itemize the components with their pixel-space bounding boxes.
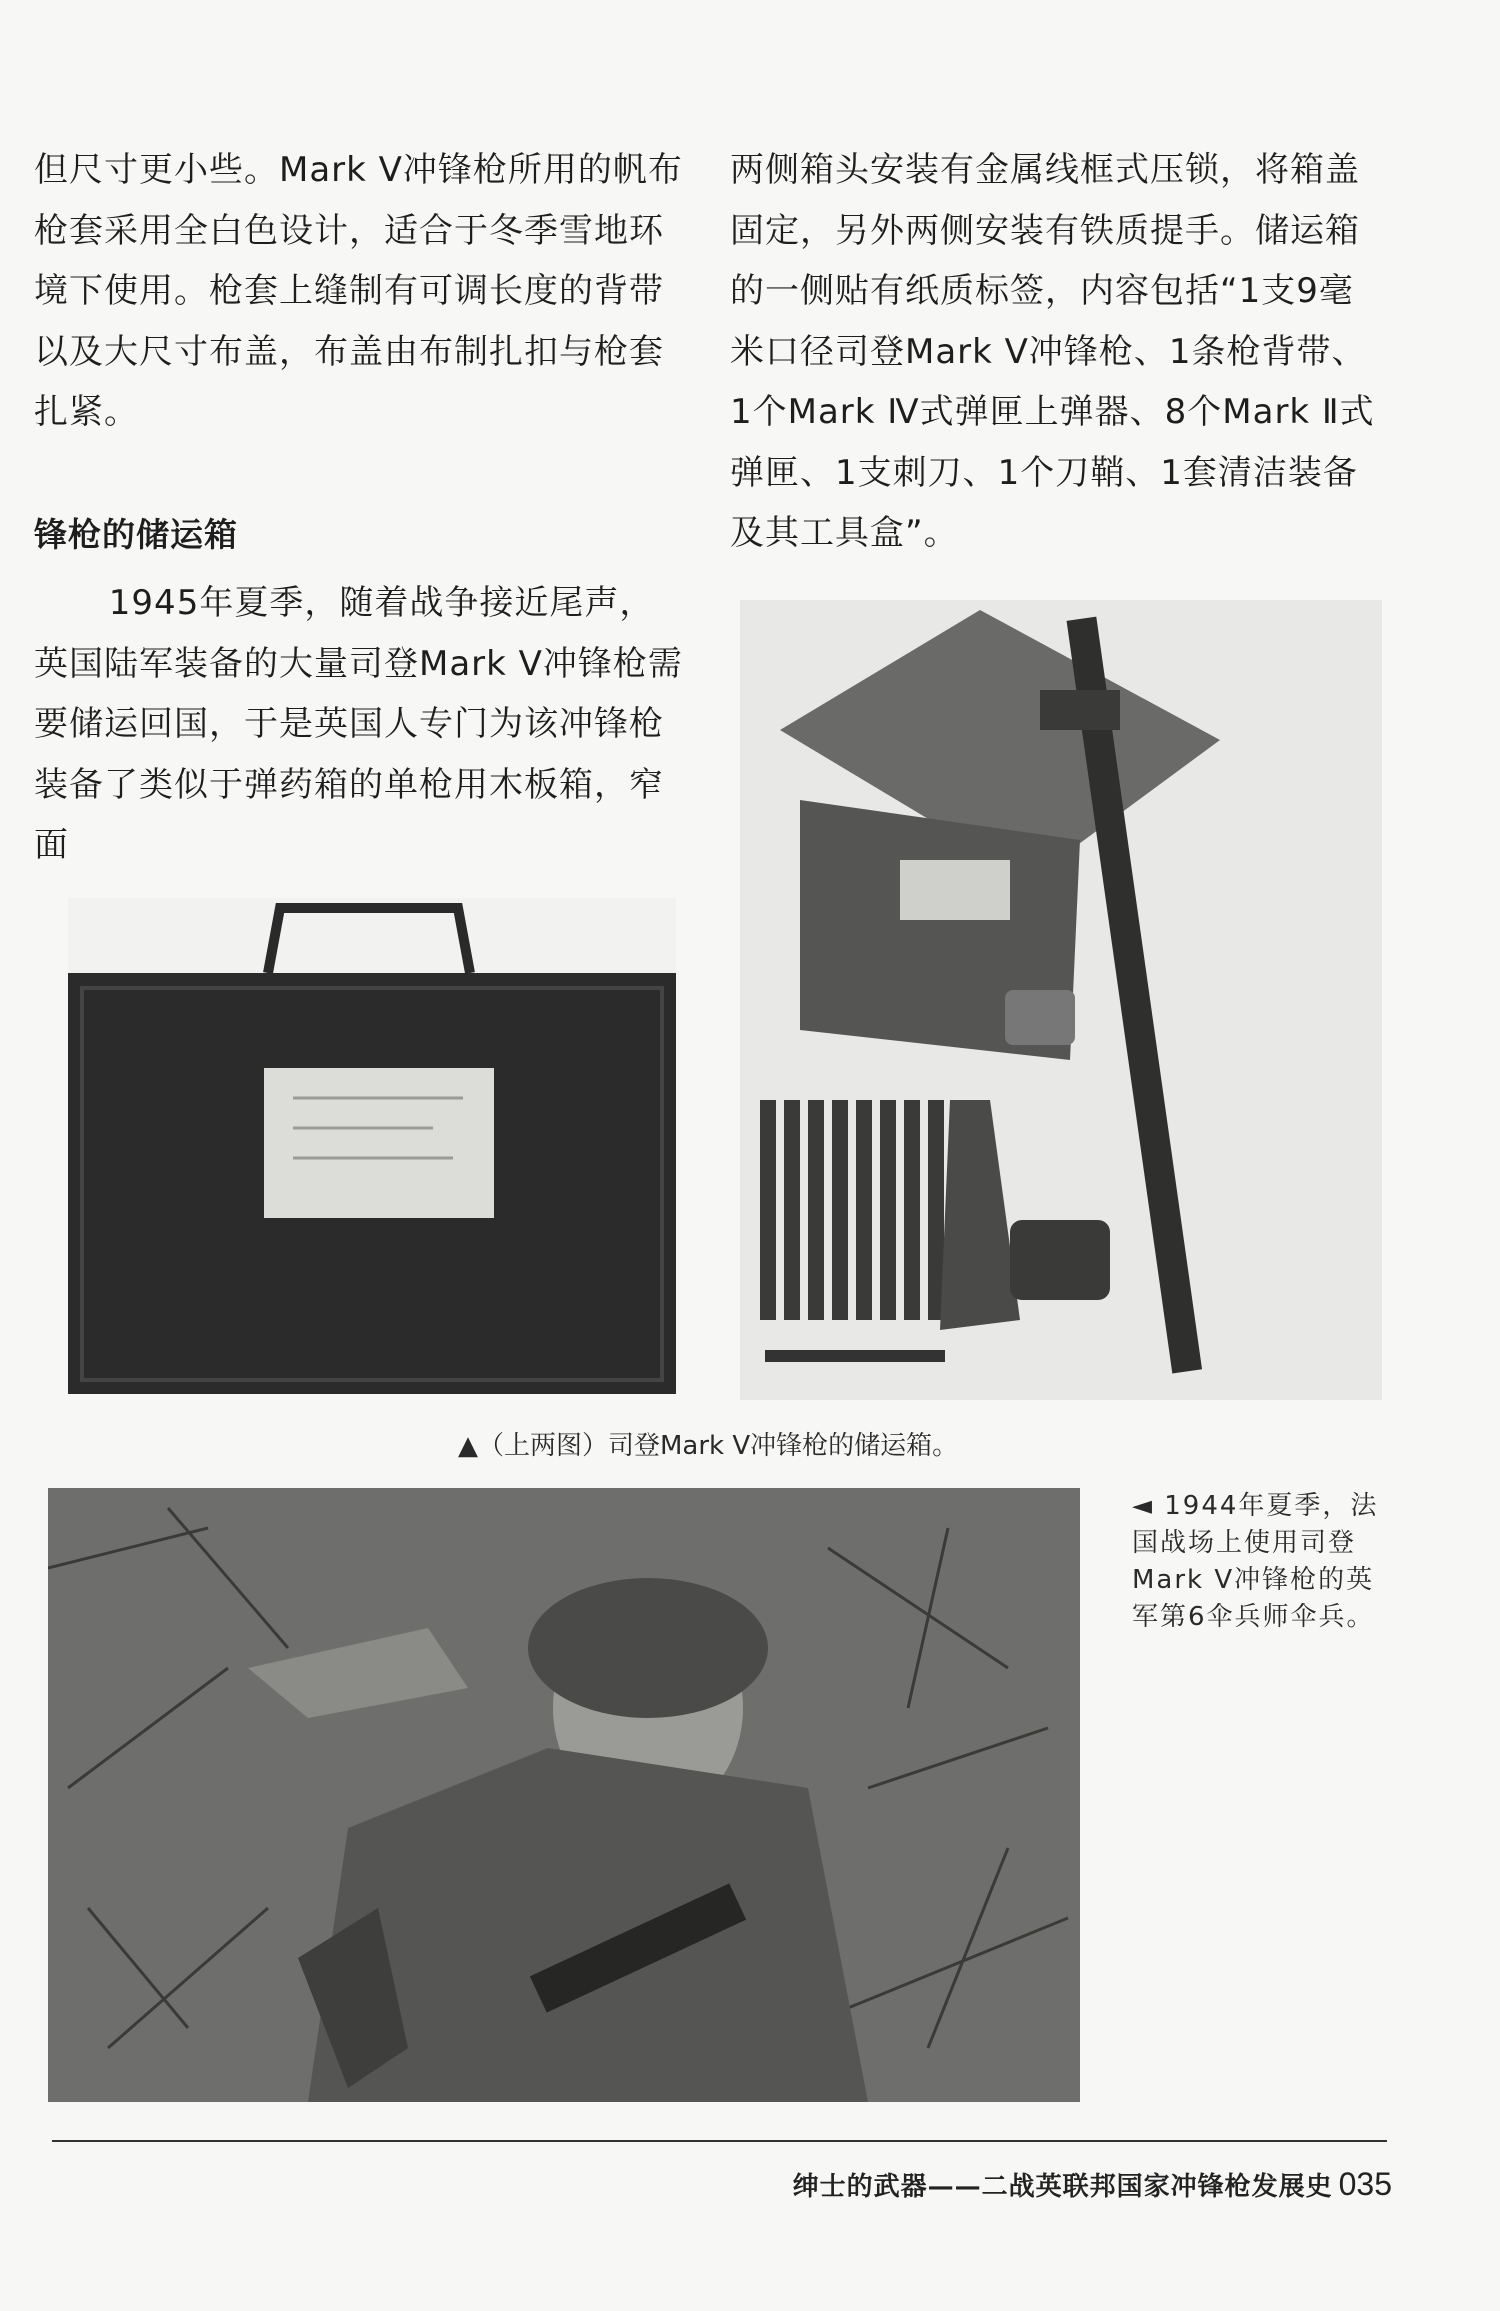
left-paragraph-1: 但尺寸更小些。Mark Ⅴ冲锋枪所用的帆布枪套采用全白色设计，适合于冬季雪地环境下使用。枪套上缝制有可调长度的背带以及大尺寸布盖，布盖由布制扎扣与枪套扎紧。 [34, 150, 683, 432]
left-paragraph-2: 1945年夏季，随着战争接近尾声，英国陆军装备的大量司登Mark Ⅴ冲锋枪需要储运回国，于是英国人专门为该冲锋枪装备了类似于弹药箱的单枪用木板箱，窄面 [34, 583, 683, 865]
photo-paratrooper [48, 1488, 1080, 2102]
page-number: 035 [1338, 2166, 1392, 2202]
photo-closed-box [68, 898, 676, 1394]
section-heading: 锋枪的储运箱 [34, 514, 238, 554]
right-column [730, 140, 1380, 564]
photo-caption-side: ◄ 1944年夏季，法国战场上使用司登Mark Ⅴ冲锋枪的英军第6伞兵师伞兵。 [1132, 1491, 1379, 1632]
photo-open-box-contents [740, 600, 1382, 1400]
left-column [34, 140, 684, 876]
right-paragraph-1: 两侧箱头安装有金属线框式压锁，将箱盖固定，另外两侧安装有铁质提手。储运箱的一侧贴有纸质标签，内容包括“1支9毫米口径司登Mark Ⅴ冲锋枪、1条枪背带、1个Mark Ⅳ式弹匣上弹器、8个Mark Ⅱ式弹匣、1支刺刀、1个刀鞘、1套清洁装备及其工具盒”。 [730, 150, 1375, 553]
footer-rule [52, 2140, 1387, 2142]
book-title: 绅士的武器——二战英联邦国家冲锋枪发展史 [792, 2172, 1333, 2202]
photo-caption-top: ▲（上两图）司登Mark Ⅴ冲锋枪的储运箱。 [458, 1431, 959, 1461]
page-footer [793, 2166, 1392, 2203]
